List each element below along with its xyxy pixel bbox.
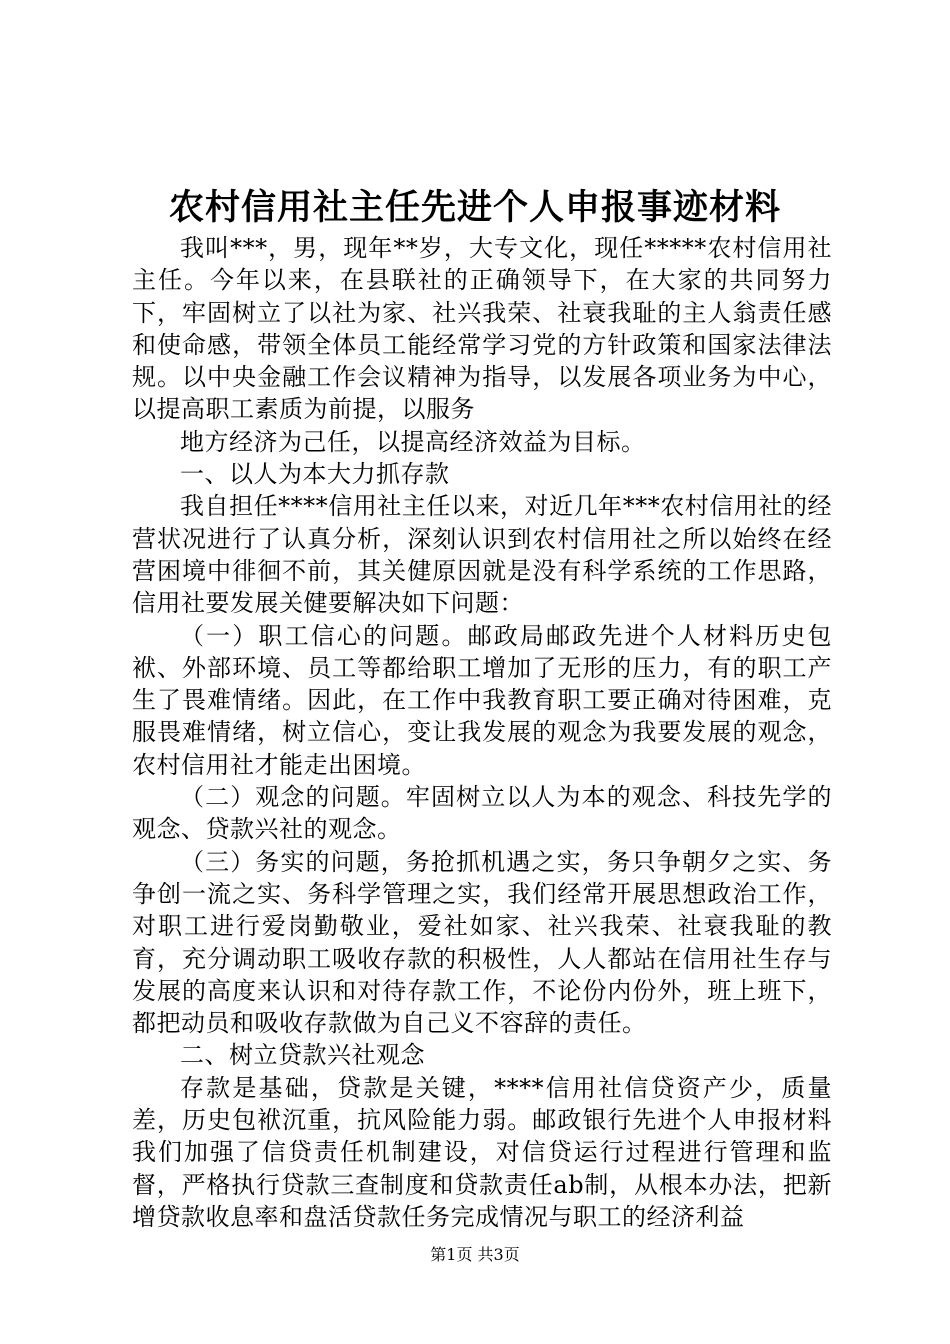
- paragraph: 我自担任****信用社主任以来，对近几年***农村信用社的经营状况进行了认真分析，深刻认识到农村信用社之所以始终在经营困境中徘徊不前，其关健原因就是没有科学系统的工作思路，信用社要发展关健要解决如下问题：: [132, 492, 832, 618]
- section-heading: 二、树立贷款兴社观念: [180, 1041, 425, 1070]
- paragraph: 地方经济为己任，以提高经济效益为目标。: [180, 427, 646, 456]
- paragraph: （一）职工信心的问题。邮政局邮政先进个人材料历史包袱、外部环境、员工等都给职工增加了无形的压力，有的职工产生了畏难情绪。因此，在工作中我教育职工要正确对待困难，克服畏难情绪，树立信心，变让我发展的观念为我要发展的观念，农村信用社才能走出困境。: [132, 621, 832, 779]
- paragraph: 存款是基础，贷款是关键，****信用社信贷资产少，质量差，历史包袱沉重，抗风险能力弱。邮政银行先进个人申报材料我们加强了信贷责任机制建设，对信贷运行过程进行管理和监督，严格执行贷款三查制度和贷款责任ab制，从根本办法，把新增贷款收息率和盘活贷款任务完成情况与职工的经济利益: [132, 1073, 832, 1231]
- section-heading: 一、以人为本大力抓存款: [180, 460, 450, 489]
- paragraph: （三）务实的问题，务抢抓机遇之实，务只争朝夕之实、务争创一流之实、务科学管理之实，我们经常开展思想政治工作，对职工进行爱岗勤敬业，爱社如家、社兴我荣、社衰我耻的教育，充分调动职工吸收存款的积极性，人人都站在信用社生存与发展的高度来认识和对待存款工作，不论份内份外，班上班下，都把动员和吸收存款做为自己义不容辞的责任。: [132, 847, 832, 1038]
- document-body: [132, 232, 832, 1233]
- page-number-footer: 第1页 共3页: [430, 1245, 520, 1264]
- paragraph: 我叫***，男，现年**岁，大专文化，现任*****农村信用社主任。今年以来，在县联社的正确领导下，在大家的共同努力下，牢固树立了以社为家、社兴我荣、社衰我耻的主人翁责任感和使命感，带领全体员工能经常学习党的方针政策和国家法律法规。以中央金融工作会议精神为指导，以发展各项业务为中心，以提高职工素质为前提，以服务: [132, 234, 832, 424]
- document-title: 农村信用社主任先进个人申报事迹材料: [168, 187, 781, 228]
- paragraph: （二）观念的问题。牢固树立以人为本的观念、科技先学的观念、贷款兴社的观念。: [132, 783, 832, 844]
